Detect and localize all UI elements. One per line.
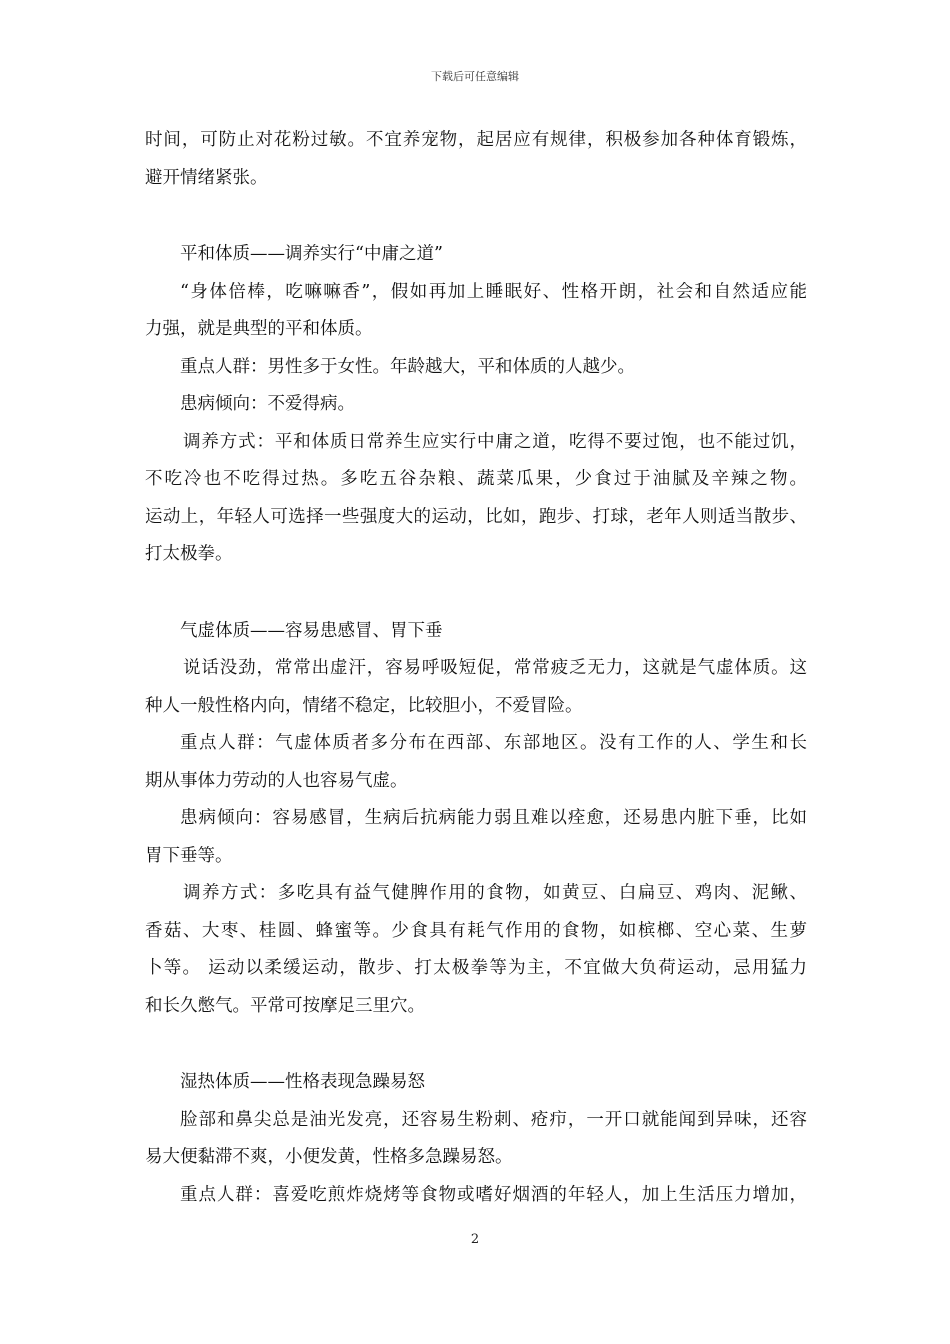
text-line: 力强，就是典型的平和体质。 [145, 319, 373, 339]
text-line: 易大便黏滞不爽，小便发黄，性格多急躁易怒。 [145, 1147, 513, 1167]
text-line: 患病倾向：容易感冒，生病后抗病能力弱且难以痊愈，还易患内脏下垂，比如 [180, 808, 807, 828]
text-line: 说话没劲，常常出虚汗，容易呼吸短促，常常疲乏无力，这就是气虚体质。这 [183, 658, 807, 678]
text-line: 避开情绪紧张。 [145, 167, 268, 188]
document-body [145, 122, 807, 1214]
text-line: 运动上，年轻人可选择一些强度大的运动，比如，跑步、打球，老年人则适当散步、 [145, 506, 807, 527]
text-line: 胃下垂等。 [145, 845, 233, 866]
text-line: 不吃冷也不吃得过热。多吃五谷杂粮、蔬菜瓜果，少食过于油腻及辛辣之物。 [145, 469, 807, 489]
text-line: 香菇、大枣、桂圆、蜂蜜等。少食具有耗气作用的食物，如槟榔、空心菜、生萝 [145, 920, 807, 941]
section-title: 平和体质——调养实行“中庸之道” [180, 244, 443, 264]
text-line: 脸部和鼻尖总是油光发亮，还容易生粉刺、疮疖，一开口就能闻到异味，还容 [180, 1109, 807, 1130]
text-line: 种人一般性格内向，情绪不稳定，比较胆小，不爱冒险。 [145, 695, 583, 716]
text-line: “身体倍棒，吃嘛嘛香”，假如再加上睡眠好、性格开朗，社会和自然适应能 [180, 281, 807, 302]
text-line: 打太极拳。 [145, 544, 233, 564]
text-line: 和长久憋气。平常可按摩足三里穴。 [145, 995, 425, 1016]
text-line: 重点人群：男性多于女性。年龄越大，平和体质的人越少。 [180, 356, 635, 377]
text-line: 调养方式：平和体质日常养生应实行中庸之道，吃得不要过饱，也不能过饥， [183, 431, 807, 452]
section-title: 湿热体质——性格表现急躁易怒 [180, 1072, 425, 1092]
text-line: 时间，可防止对花粉过敏。不宜养宠物，起居应有规律，积极参加各种体育锻炼， [145, 130, 807, 150]
text-line: 卜等。 运动以柔缓运动，散步、打太极拳等为主，不宜做大负荷运动，忌用猛力 [145, 958, 807, 978]
text-line: 重点人群：气虚体质者多分布在西部、东部地区。没有工作的人、学生和长 [180, 733, 807, 753]
text-line: 重点人群：喜爱吃煎炸烧烤等食物或嗜好烟酒的年轻人，加上生活压力增加， [180, 1184, 807, 1205]
text-line: 患病倾向：不爱得病。 [180, 394, 355, 414]
text-line: 期从事体力劳动的人也容易气虚。 [145, 770, 408, 791]
page-number: 2 [470, 1232, 480, 1247]
page-header: 下载后可任意编辑 [431, 70, 519, 83]
text-line: 调养方式：多吃具有益气健脾作用的食物，如黄豆、白扁豆、鸡肉、泥鳅、 [183, 883, 807, 903]
section-title: 气虚体质——容易患感冒、胃下垂 [180, 620, 443, 641]
